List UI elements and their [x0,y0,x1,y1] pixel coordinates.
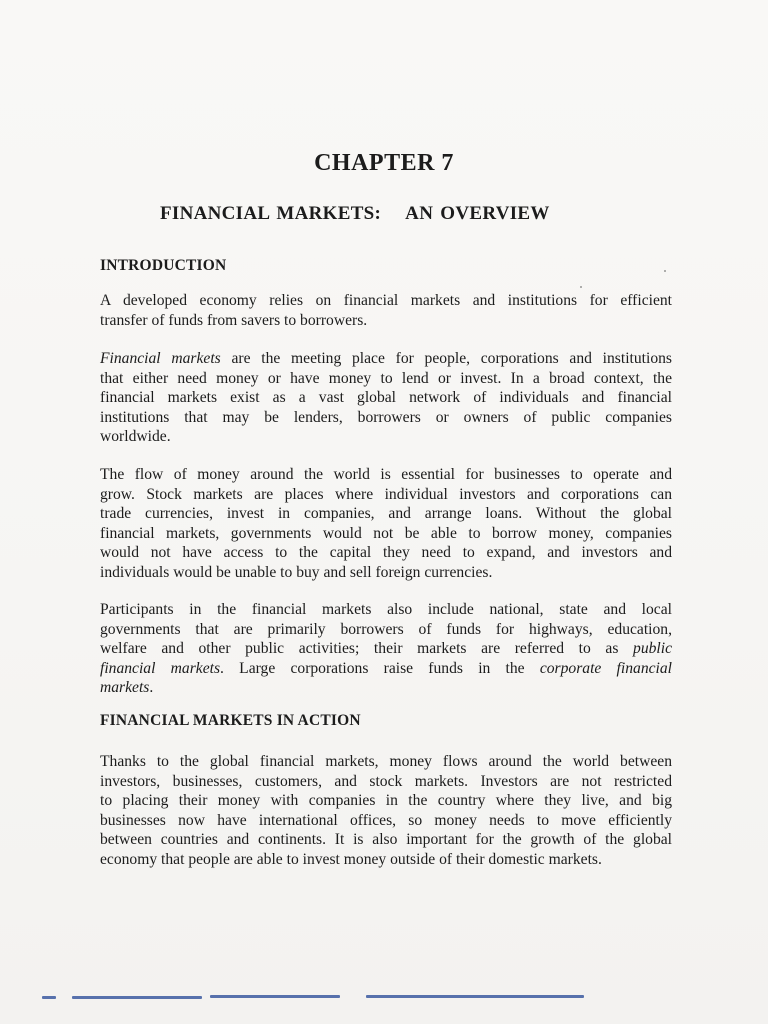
chapter-subtitle-part2: AN OVERVIEW [405,203,550,224]
scan-edge-mark [42,996,56,999]
text-line [100,659,672,679]
text-line: that either need money or have money to lend or invest. In a broad context, the [100,369,672,387]
text-line: businesses now have international offices, so money needs to move efficiently [100,811,672,829]
text-line: grow. Stock markets are places where individual investors and corporations can [100,485,672,503]
scan-edge-mark [210,995,340,998]
in-action-paragraph-1 [100,752,672,869]
text-line: governments that are primarily borrowers of funds for highways, education, [100,620,672,638]
text-line: transfer of funds from savers to borrowers. [100,311,368,329]
text-fragment: . Large corporations raise funds in the [220,659,540,677]
scan-edge-mark [366,995,584,998]
intro-paragraph-3 [100,465,672,582]
intro-paragraph-2 [100,349,672,447]
text-fragment: . [149,679,154,696]
text-line [100,639,672,659]
chapter-subtitle [160,203,550,225]
text-line [100,349,672,369]
text-fragment: welfare and other public activities; their markets are referred to as [100,640,634,657]
italic-term: markets [100,679,150,696]
text-line: economy that people are able to invest money outside of their domestic markets. [100,850,602,868]
italic-term: financial markets [100,659,221,677]
intro-paragraph-4 [100,600,672,698]
text-line: trade currencies, invest in companies, and arrange loans. Without the global [100,505,672,522]
italic-term: public [633,640,672,657]
text-line: financial markets exist as a vast global network of individuals and financial [100,389,672,406]
text-line: Thanks to the global financial markets, money flows around the world between [100,753,672,770]
text-fragment: are the meeting place for people, corporations and institutions [220,350,672,367]
scan-speck [664,270,666,272]
italic-term: Financial markets [100,350,221,367]
text-line: worldwide. [100,428,171,445]
text-line: between countries and continents. It is also important for the growth of the global [100,831,672,848]
italic-term: corporate financial [539,659,672,677]
text-line [100,678,672,698]
section-heading-in-action: FINANCIAL MARKETS IN ACTION [100,712,361,729]
text-line: individuals would be unable to buy and sell foreign currencies. [100,563,493,581]
section-heading-introduction: INTRODUCTION [100,257,227,274]
text-line: Participants in the financial markets also include national, state and local [100,601,672,618]
intro-paragraph-1 [100,291,672,330]
text-line: to placing their money with companies in the country where they live, and big [100,792,672,809]
text-line: institutions that may be lenders, borrowers or owners of public companies [100,408,672,426]
scan-edge-mark [72,996,202,999]
text-line: financial markets, governments would not be able to borrow money, companies [100,524,672,542]
chapter-subtitle-part1: FINANCIAL MARKETS: [160,203,382,224]
text-line: would not have access to the capital they need to expand, and investors and [100,544,672,561]
text-line: The flow of money around the world is essential for businesses to operate and [100,466,672,483]
text-line: A developed economy relies on financial markets and institutions for efficient [100,292,672,309]
text-line: investors, businesses, customers, and stock markets. Investors are not restricted [100,772,672,790]
chapter-title: CHAPTER 7 [314,150,454,176]
scan-speck [580,286,582,288]
